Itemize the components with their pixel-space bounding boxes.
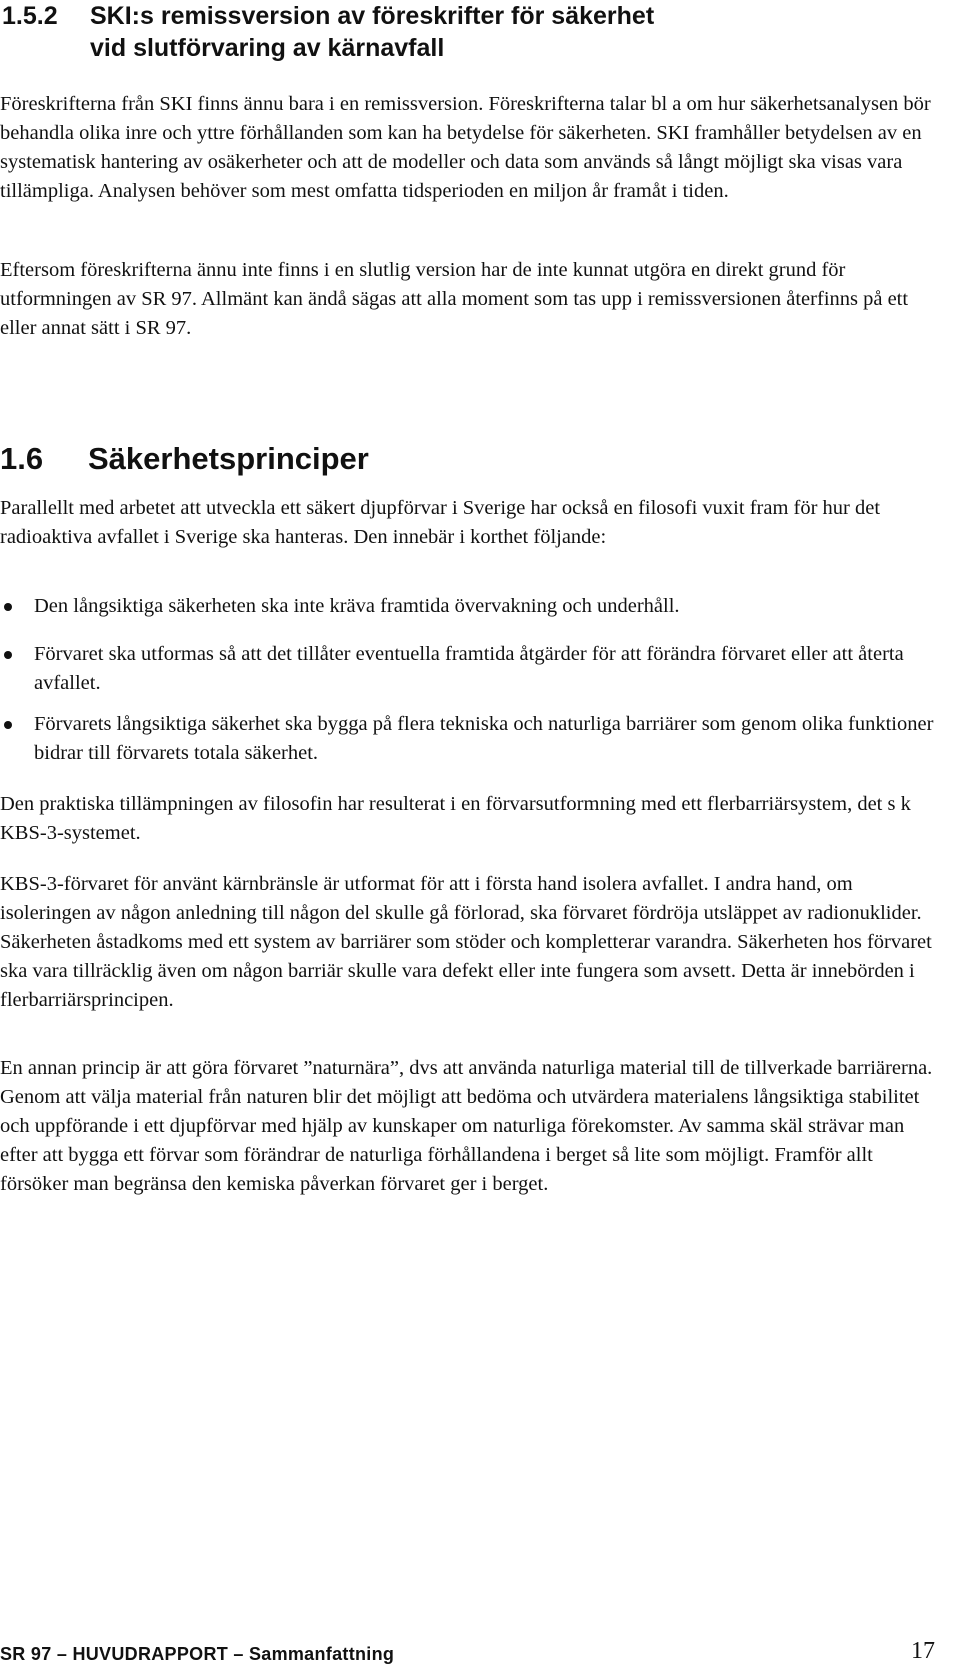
section-title-line2: vid slutförvaring av kärnavfall — [90, 34, 445, 62]
bullet-icon — [4, 651, 12, 659]
bullet-icon — [4, 721, 12, 729]
bullet-item — [0, 710, 935, 768]
page-footer — [0, 1638, 935, 1670]
bullet-text: Den långsiktiga säkerheten ska inte kräva framtida övervakning och underhåll. — [34, 595, 680, 617]
section-number: 1.5.2 — [2, 2, 58, 30]
page-number: 17 — [911, 1638, 935, 1664]
paragraph-kbs3: KBS-3-förvaret för använt kärnbränsle är utformat för att i första hand isolera avfallet. I andra hand, om isoleringen av någon anledning till någon del skulle gå förlorad, ska förvaret fördröja utsläppet av radionuklider. Säkerheten åstadkoms med ett system av barriärer som stöder och kompletterar varandra. Säkerheten hos förvaret ska vara tillräcklig även om någon barriär skulle vara defekt eller inte fungera som avsett. Detta är innebörden i flerbarriärsprincipen. — [0, 873, 932, 1011]
paragraph-practical: Den praktiska tillämpningen av filosofin har resulterat i en förvarsutformning med ett flerbarriärsystem, det s k KBS-3-systemet. — [0, 793, 911, 844]
paragraph-remiss-intro: Föreskrifterna från SKI finns ännu bara i en remissversion. Föreskrifterna talar bl a om hur säkerhetsanalysen bör behandla olika inre och yttre förhållanden som kan ha betydelse för säkerheten. SKI framhåller betydelsen av en systematisk hantering av osäkerheter och att de modeller och data som används så långt möjligt ska visas vara tillämpliga. Analysen behöver som mest omfatta tidsperioden en miljon år framåt i tiden. — [0, 93, 931, 202]
section-heading-1-6 — [0, 440, 369, 478]
section-heading-1-5-2 — [2, 0, 902, 64]
section-title-line1: SKI:s remissversion av föreskrifter för säkerhet — [90, 2, 655, 30]
section-number: 1.6 — [0, 441, 44, 476]
section-title: Säkerhetsprinciper — [88, 441, 369, 476]
running-title: SR 97 – HUVUDRAPPORT – Sammanfattning — [0, 1644, 395, 1664]
bullet-item — [0, 592, 935, 621]
bullet-text: Förvaret ska utformas så att det tillåter eventuella framtida åtgärder för att förändra förvaret eller att återta avfallet. — [34, 643, 904, 694]
bullet-item — [0, 640, 935, 698]
bullet-icon — [4, 603, 12, 611]
bullet-text: Förvarets långsiktiga säkerhet ska bygga på flera tekniska och naturliga barriärer som genom olika funktioner bidrar till förvarets totala säkerhet. — [34, 713, 934, 764]
paragraph-philosophy-intro: Parallellt med arbetet att utveckla ett säkert djupförvar i Sverige har också en filosofi vuxit fram för hur det radioaktiva avfallet i Sverige ska hanteras. Den innebär i korthet följande: — [0, 497, 881, 548]
paragraph-remiss-sr97: Eftersom föreskrifterna ännu inte finns i en slutlig version har de inte kunnat utgöra en direkt grund för utformningen av SR 97. Allmänt kan ändå sägas att alla moment som tas upp i remissversionen återfinns på ett eller annat sätt i SR 97. — [0, 259, 909, 339]
paragraph-nature: En annan princip är att göra förvaret ”naturnära”, dvs att använda naturliga material till de tillverkade barriärerna. Genom att välja material från naturen blir det möjligt att bedöma och utvärdera materialens långsiktiga stabilitet och uppförande i ett djupförvar med hjälp av kunskaper om naturliga förekomster. Av samma skäl strävar man efter att bygga ett förvar som förändrar de naturliga förhållandena i berget så lite som möjligt. Framför allt försöker man begränsa den kemiska påverkan förvaret ger i berget. — [0, 1057, 933, 1195]
